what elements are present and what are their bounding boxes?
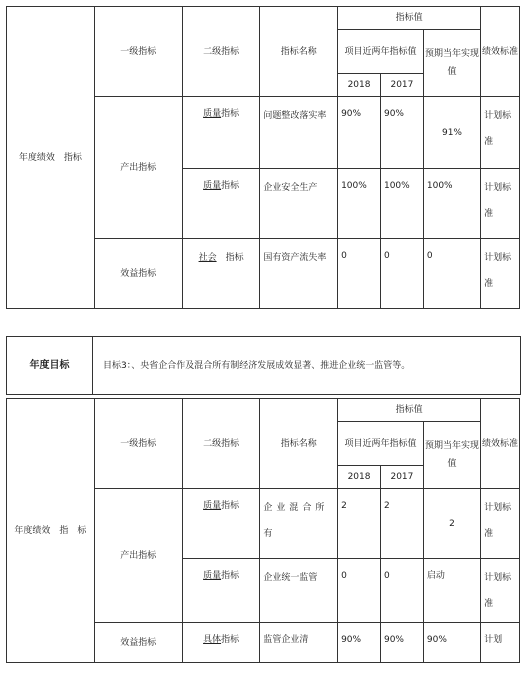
cell-level2: 质量指标: [182, 489, 260, 559]
cell-indicator-name: 企业混合所有: [260, 489, 338, 559]
header-standard: 绩效标准: [481, 7, 520, 97]
header-indicator-value: 指标值: [338, 7, 481, 30]
cell-standard: 计划标准: [481, 489, 520, 559]
cell-2017: 0: [380, 239, 423, 309]
header-indicator-name: 指标名称: [260, 399, 338, 489]
cell-2018: 0: [338, 239, 381, 309]
cell-level2: 社会 指标: [182, 239, 260, 309]
header-indicator-value: 指标值: [338, 399, 481, 422]
performance-table-1: [6, 6, 520, 309]
cell-level1: 产出指标: [94, 97, 182, 239]
cell-level2: 具体指标: [182, 623, 260, 663]
header-year-2018: 2018: [338, 74, 381, 97]
row-label-annual-performance: 年度绩效 指标: [7, 7, 95, 309]
header-expected: 预期当年实现值: [423, 422, 480, 489]
cell-level1: 效益指标: [94, 239, 182, 309]
cell-2018: 0: [338, 559, 381, 623]
cell-standard: 计划标准: [481, 239, 520, 309]
cell-2018: 90%: [338, 623, 381, 663]
header-past-two-years: 项目近两年指标值: [338, 422, 424, 466]
cell-2018: 90%: [338, 97, 381, 169]
header-expected: 预期当年实现值: [423, 30, 480, 97]
cell-standard: 计划标准: [481, 97, 520, 169]
cell-standard: 计划标准: [481, 169, 520, 239]
cell-standard: 计划标准: [481, 559, 520, 623]
cell-2017: 100%: [380, 169, 423, 239]
header-level1: 一级指标: [94, 399, 182, 489]
header-level1: 一级指标: [94, 7, 182, 97]
cell-standard: 计划: [481, 623, 520, 663]
header-level2: 二级指标: [182, 399, 260, 489]
cell-2018: 2: [338, 489, 381, 559]
cell-indicator-name: 问题整改落实率: [260, 97, 338, 169]
cell-level1: 产出指标: [94, 489, 182, 623]
cell-2017: 90%: [380, 623, 423, 663]
cell-2017: 0: [380, 559, 423, 623]
year-goal-text: 目标3：、央省企合作及混合所有制经济发展成效显著、推进企业统一监管等。: [93, 337, 521, 395]
cell-level2: 质量指标: [182, 559, 260, 623]
cell-expected: 100%: [423, 169, 480, 239]
header-year-2017: 2017: [380, 466, 423, 489]
header-year-2018: 2018: [338, 466, 381, 489]
cell-expected: 2: [423, 489, 480, 559]
cell-2017: 90%: [380, 97, 423, 169]
header-level2: 二级指标: [182, 7, 260, 97]
cell-indicator-name: 企业统一监管: [260, 559, 338, 623]
cell-expected: 90%: [423, 623, 480, 663]
cell-level2: 质量指标: [182, 97, 260, 169]
row-label-annual-performance: 年度绩效 指 标: [7, 399, 95, 663]
cell-2018: 100%: [338, 169, 381, 239]
header-past-two-years: 项目近两年指标值: [338, 30, 424, 74]
cell-indicator-name: 企业安全生产: [260, 169, 338, 239]
cell-2017: 2: [380, 489, 423, 559]
header-standard: 绩效标准: [481, 399, 520, 489]
cell-expected: 0: [423, 239, 480, 309]
cell-expected: 91%: [423, 97, 480, 169]
cell-level1: 效益指标: [94, 623, 182, 663]
header-year-2017: 2017: [380, 74, 423, 97]
cell-indicator-name: 监管企业清: [260, 623, 338, 663]
year-goal-table: [6, 336, 521, 395]
header-indicator-name: 指标名称: [260, 7, 338, 97]
cell-expected: 启动: [423, 559, 480, 623]
cell-level2: 质量指标: [182, 169, 260, 239]
cell-indicator-name: 国有资产流失率: [260, 239, 338, 309]
performance-table-2: [6, 398, 520, 663]
year-goal-label: 年度目标: [7, 337, 93, 395]
